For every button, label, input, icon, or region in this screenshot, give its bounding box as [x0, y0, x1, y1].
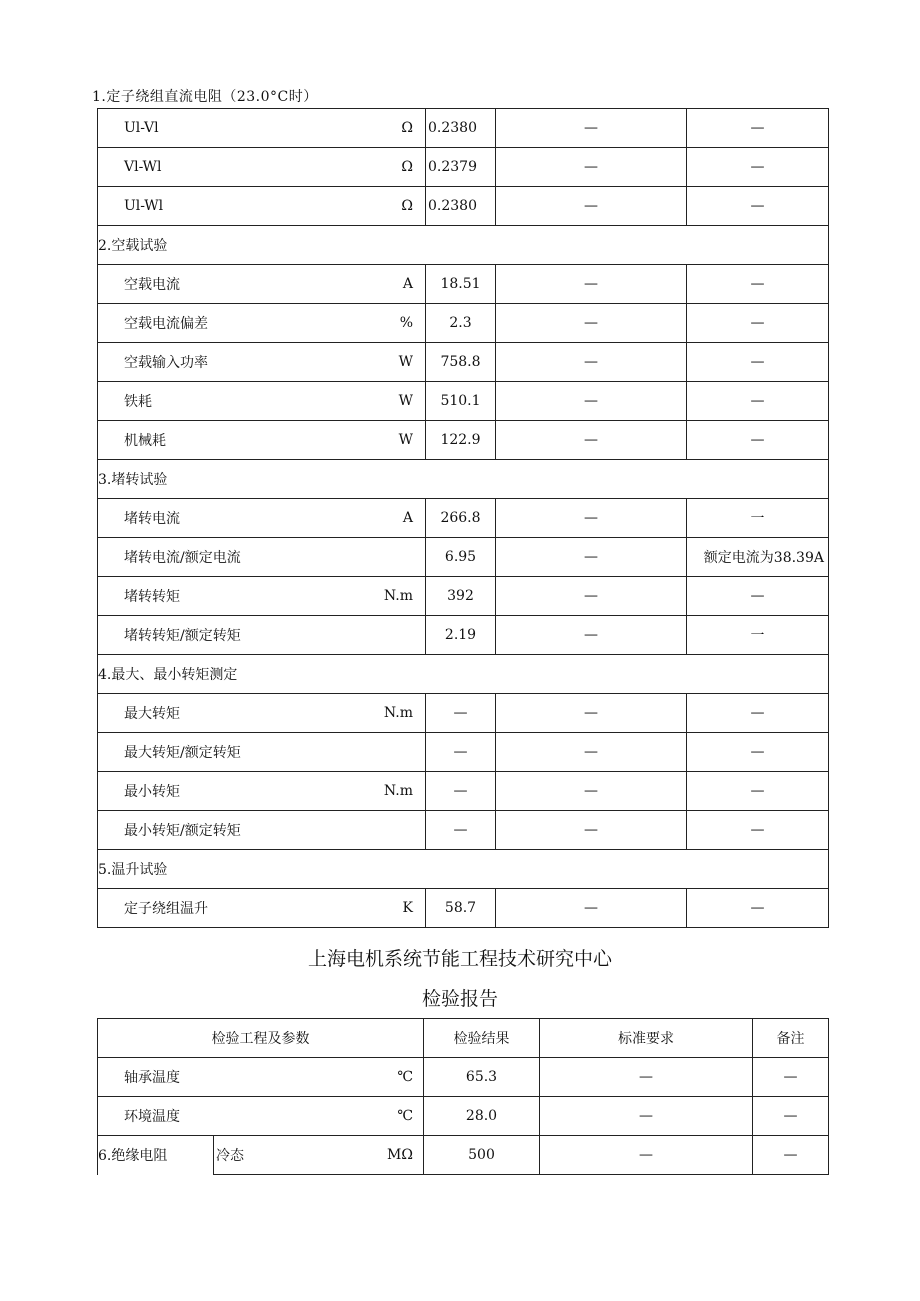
row-note: — [687, 733, 829, 772]
table-row [98, 1136, 829, 1175]
table-row [98, 733, 829, 772]
table-row [98, 538, 829, 577]
row-unit [329, 733, 426, 772]
row-value: 58.7 [426, 889, 496, 928]
row-label: 最大转矩/额定转矩 [98, 733, 329, 772]
row-standard: — [496, 772, 687, 811]
row-note: — [687, 109, 829, 148]
table-row [98, 382, 829, 421]
row-standard: — [496, 889, 687, 928]
row-note: — [687, 694, 829, 733]
row-unit: % [329, 304, 426, 343]
section-row [98, 226, 829, 265]
table-row [98, 889, 829, 928]
row-standard: — [496, 421, 687, 460]
table-row [98, 694, 829, 733]
row-unit: W [329, 421, 426, 460]
header-standard: 标准要求 [540, 1019, 753, 1058]
row-standard: — [496, 616, 687, 655]
row-unit: N.m [329, 694, 426, 733]
row-standard: — [496, 733, 687, 772]
row-value: 510.1 [426, 382, 496, 421]
row-unit: ℃ [344, 1058, 424, 1097]
row-value: 758.8 [426, 343, 496, 382]
row-value: — [426, 811, 496, 850]
row-note: — [687, 148, 829, 187]
table-row [98, 148, 829, 187]
row-label: 定子绕组温升 [98, 889, 329, 928]
row-standard: — [496, 109, 687, 148]
row-note: — [687, 811, 829, 850]
row-note: 一 [687, 499, 829, 538]
section-row [98, 460, 829, 499]
row-label: Ul-Vl [98, 109, 329, 148]
row-value: 18.51 [426, 265, 496, 304]
row-standard: — [496, 811, 687, 850]
row-value: 0.2380 [426, 187, 496, 226]
row-standard: — [496, 148, 687, 187]
row-unit [329, 616, 426, 655]
section2-title: 2.空载试验 [98, 226, 829, 265]
row-note: — [687, 577, 829, 616]
row-unit: N.m [329, 577, 426, 616]
row-standard: — [496, 694, 687, 733]
row-value: 6.95 [426, 538, 496, 577]
section4-title: 4.最大、最小转矩测定 [98, 655, 829, 694]
row-value: 0.2380 [426, 109, 496, 148]
row-note: — [687, 187, 829, 226]
header-result: 检验结果 [424, 1019, 540, 1058]
row-label: 空载电流 [98, 265, 329, 304]
row-unit: ℃ [344, 1097, 424, 1136]
row-standard: — [540, 1058, 753, 1097]
table-header-row [98, 1019, 829, 1058]
row-value: 2.3 [426, 304, 496, 343]
row-value: 0.2379 [426, 148, 496, 187]
row-note: — [687, 772, 829, 811]
row-label: 环境温度 [98, 1097, 344, 1136]
row-unit [329, 538, 426, 577]
row-note: — [687, 421, 829, 460]
row-value: 392 [426, 577, 496, 616]
row-note: — [687, 889, 829, 928]
section1-title: 1.定子绕组直流电阻（23.0°C时） [92, 89, 318, 105]
row-note: — [687, 382, 829, 421]
row-unit: Ω [329, 187, 426, 226]
row-value: — [426, 772, 496, 811]
row-standard: — [496, 577, 687, 616]
section3-title: 3.堵转试验 [98, 460, 829, 499]
row-value: — [426, 694, 496, 733]
row-label: 堵转电流/额定电流 [98, 538, 329, 577]
section5-title: 5.温升试验 [98, 850, 829, 889]
row-unit [329, 811, 426, 850]
table-row [98, 811, 829, 850]
row-standard: — [496, 382, 687, 421]
row-note: — [753, 1058, 829, 1097]
row-standard: — [496, 499, 687, 538]
row-note: — [687, 343, 829, 382]
row-value: 28.0 [424, 1097, 540, 1136]
table-row [98, 304, 829, 343]
row-label: 最大转矩 [98, 694, 329, 733]
table-row [98, 1058, 829, 1097]
row-unit: W [329, 343, 426, 382]
table-row [98, 109, 829, 148]
row-label: 空载输入功率 [98, 343, 329, 382]
row-label: Vl-Wl [98, 148, 329, 187]
row-value: 266.8 [426, 499, 496, 538]
row-standard: — [496, 265, 687, 304]
row-unit: K [329, 889, 426, 928]
table-row [98, 616, 829, 655]
row-standard: — [496, 304, 687, 343]
row-unit: A [329, 499, 426, 538]
table-row [98, 1097, 829, 1136]
test-results-table [97, 108, 829, 928]
inspection-table [97, 1018, 829, 1175]
row-label: 空载电流偏差 [98, 304, 329, 343]
report-title: 检验报告 [421, 988, 498, 1010]
row-standard: — [540, 1097, 753, 1136]
row-value: 65.3 [424, 1058, 540, 1097]
insulation-value: 500 [424, 1136, 540, 1175]
row-label: 最小转矩 [98, 772, 329, 811]
row-note: — [687, 304, 829, 343]
table-row [98, 187, 829, 226]
row-unit: W [329, 382, 426, 421]
header-item: 检验工程及参数 [98, 1019, 424, 1058]
row-label: 堵转转矩 [98, 577, 329, 616]
insulation-sub: 冷态 [214, 1136, 344, 1175]
organization-title: 上海电机系统节能工程技术研究中心 [307, 948, 612, 970]
row-value: 2.19 [426, 616, 496, 655]
row-note: — [687, 265, 829, 304]
row-label: 堵转转矩/额定转矩 [98, 616, 329, 655]
row-unit: A [329, 265, 426, 304]
row-value: — [426, 733, 496, 772]
row-standard: — [496, 187, 687, 226]
row-unit: Ω [329, 148, 426, 187]
header-note: 备注 [753, 1019, 829, 1058]
insulation-label: 6.绝缘电阻 [98, 1136, 214, 1175]
row-unit: N.m [329, 772, 426, 811]
table-row [98, 499, 829, 538]
table-row [98, 421, 829, 460]
insulation-note: — [753, 1136, 829, 1175]
row-standard: — [496, 538, 687, 577]
row-note: 额定电流为38.39A [687, 538, 829, 577]
table-row [98, 265, 829, 304]
row-standard: — [496, 343, 687, 382]
insulation-standard: — [540, 1136, 753, 1175]
row-label: Ul-Wl [98, 187, 329, 226]
row-label: 机械耗 [98, 421, 329, 460]
insulation-unit: MΩ [344, 1136, 424, 1175]
row-unit: Ω [329, 109, 426, 148]
row-label: 最小转矩/额定转矩 [98, 811, 329, 850]
table-row [98, 343, 829, 382]
row-label: 堵转电流 [98, 499, 329, 538]
table-row [98, 772, 829, 811]
row-note: 一 [687, 616, 829, 655]
section-row [98, 655, 829, 694]
section-row [98, 850, 829, 889]
row-label: 铁耗 [98, 382, 329, 421]
row-label: 轴承温度 [98, 1058, 344, 1097]
row-value: 122.9 [426, 421, 496, 460]
row-note: — [753, 1097, 829, 1136]
table-row [98, 577, 829, 616]
